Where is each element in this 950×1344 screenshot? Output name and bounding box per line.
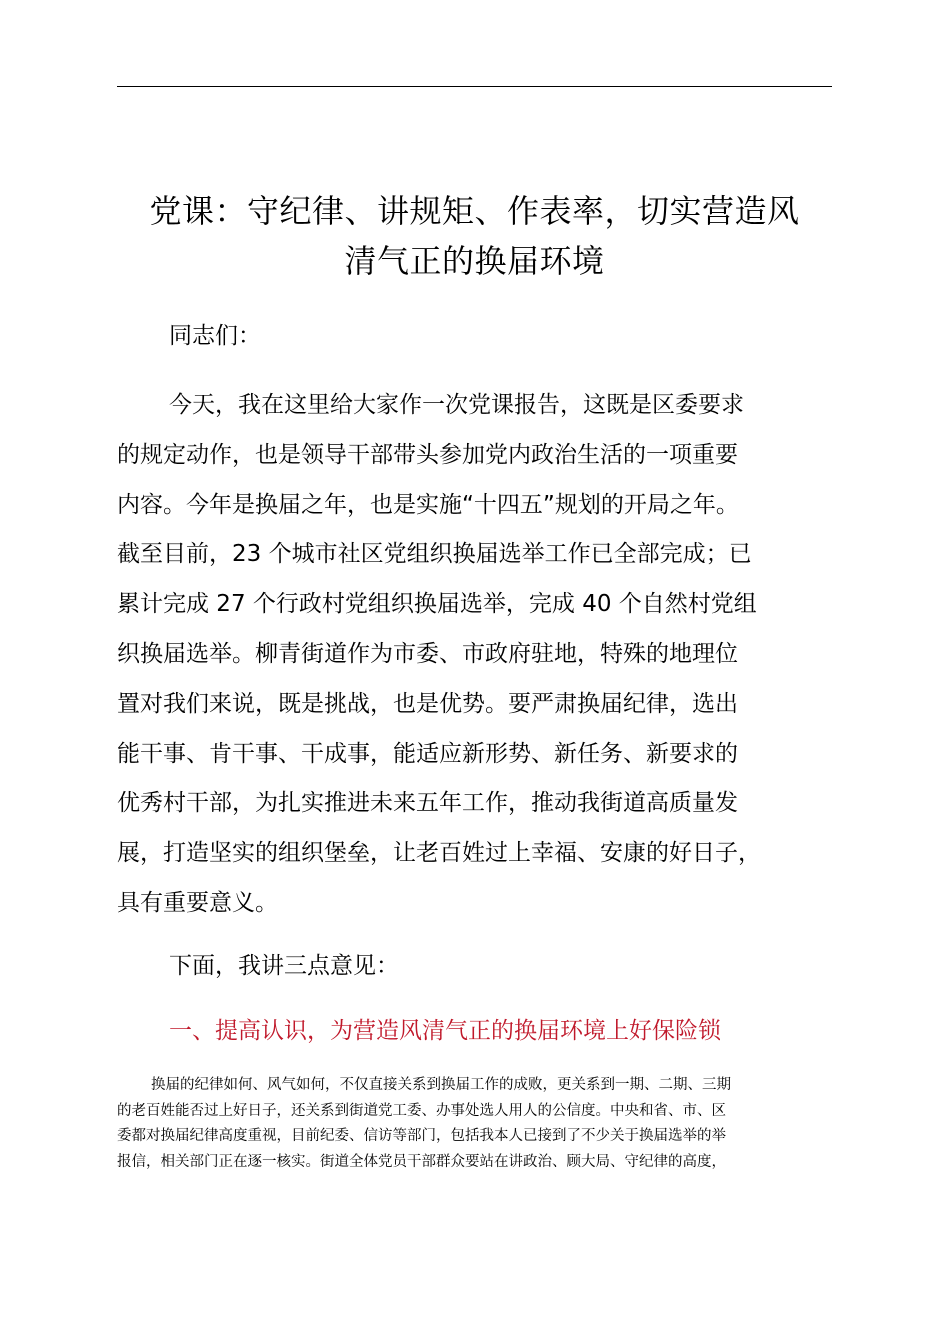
section-line: 报信，相关部门正在逐一核实。街道全体党员干部群众要站在讲政治、顾大局、守纪律的高度， [117, 1153, 726, 1170]
document-title [117, 186, 832, 286]
header-rule [117, 86, 832, 87]
body-line: 具有重要意义。 [117, 889, 278, 916]
body-line: 截至目前，23 个城市社区党组织换届选举工作已全部完成；已 [117, 541, 752, 568]
section-line: 换届的纪律如何、风气如何，不仅直接关系到换届工作的成败，更关系到一期、二期、三期 [151, 1077, 731, 1093]
body-line: 内容。今年是换届之年，也是实施“十四五”规划的开局之年。 [117, 491, 739, 518]
section-line: 的老百姓能否过上好日子，还关系到街道党工委、办事处选人用人的公信度。中央和省、市、区 [117, 1102, 726, 1119]
transition-line: 下面，我讲三点意见： [169, 953, 399, 979]
body-line: 优秀村干部，为扎实推进未来五年工作，推动我街道高质量发 [117, 790, 738, 817]
title-line-1: 党课：守纪律、讲规矩、作表率，切实营造风 [149, 192, 800, 230]
body-line: 今天，我在这里给大家作一次党课报告，这既是区委要求 [169, 392, 744, 418]
body-line: 的规定动作，也是领导干部带头参加党内政治生活的一项重要 [117, 441, 738, 468]
body-paragraph [117, 381, 850, 929]
section-line: 委都对换届纪律高度重视，目前纪委、信访等部门，包括我本人已接到了不少关于换届选举的举 [117, 1128, 726, 1144]
greeting: 同志们： [169, 323, 261, 349]
body-line: 能干事、肯干事、干成事，能适应新形势、新任务、新要求的 [117, 740, 738, 767]
title-line-2: 清气正的换届环境 [344, 242, 605, 280]
body-line: 置对我们来说，既是挑战，也是优势。要严肃换届纪律，选出 [117, 690, 738, 717]
body-line: 展，打造坚实的组织堡垒，让老百姓过上幸福、安康的好日子， [117, 840, 761, 867]
section-paragraph [117, 1073, 837, 1175]
body-line: 织换届选举。柳青街道作为市委、市政府驻地，特殊的地理位 [117, 640, 738, 667]
body-line: 累计完成 27 个行政村党组织换届选举，完成 40 个自然村党组 [117, 591, 757, 618]
section-heading: 一、提高认识，为营造风清气正的换届环境上好保险锁 [169, 1018, 721, 1044]
